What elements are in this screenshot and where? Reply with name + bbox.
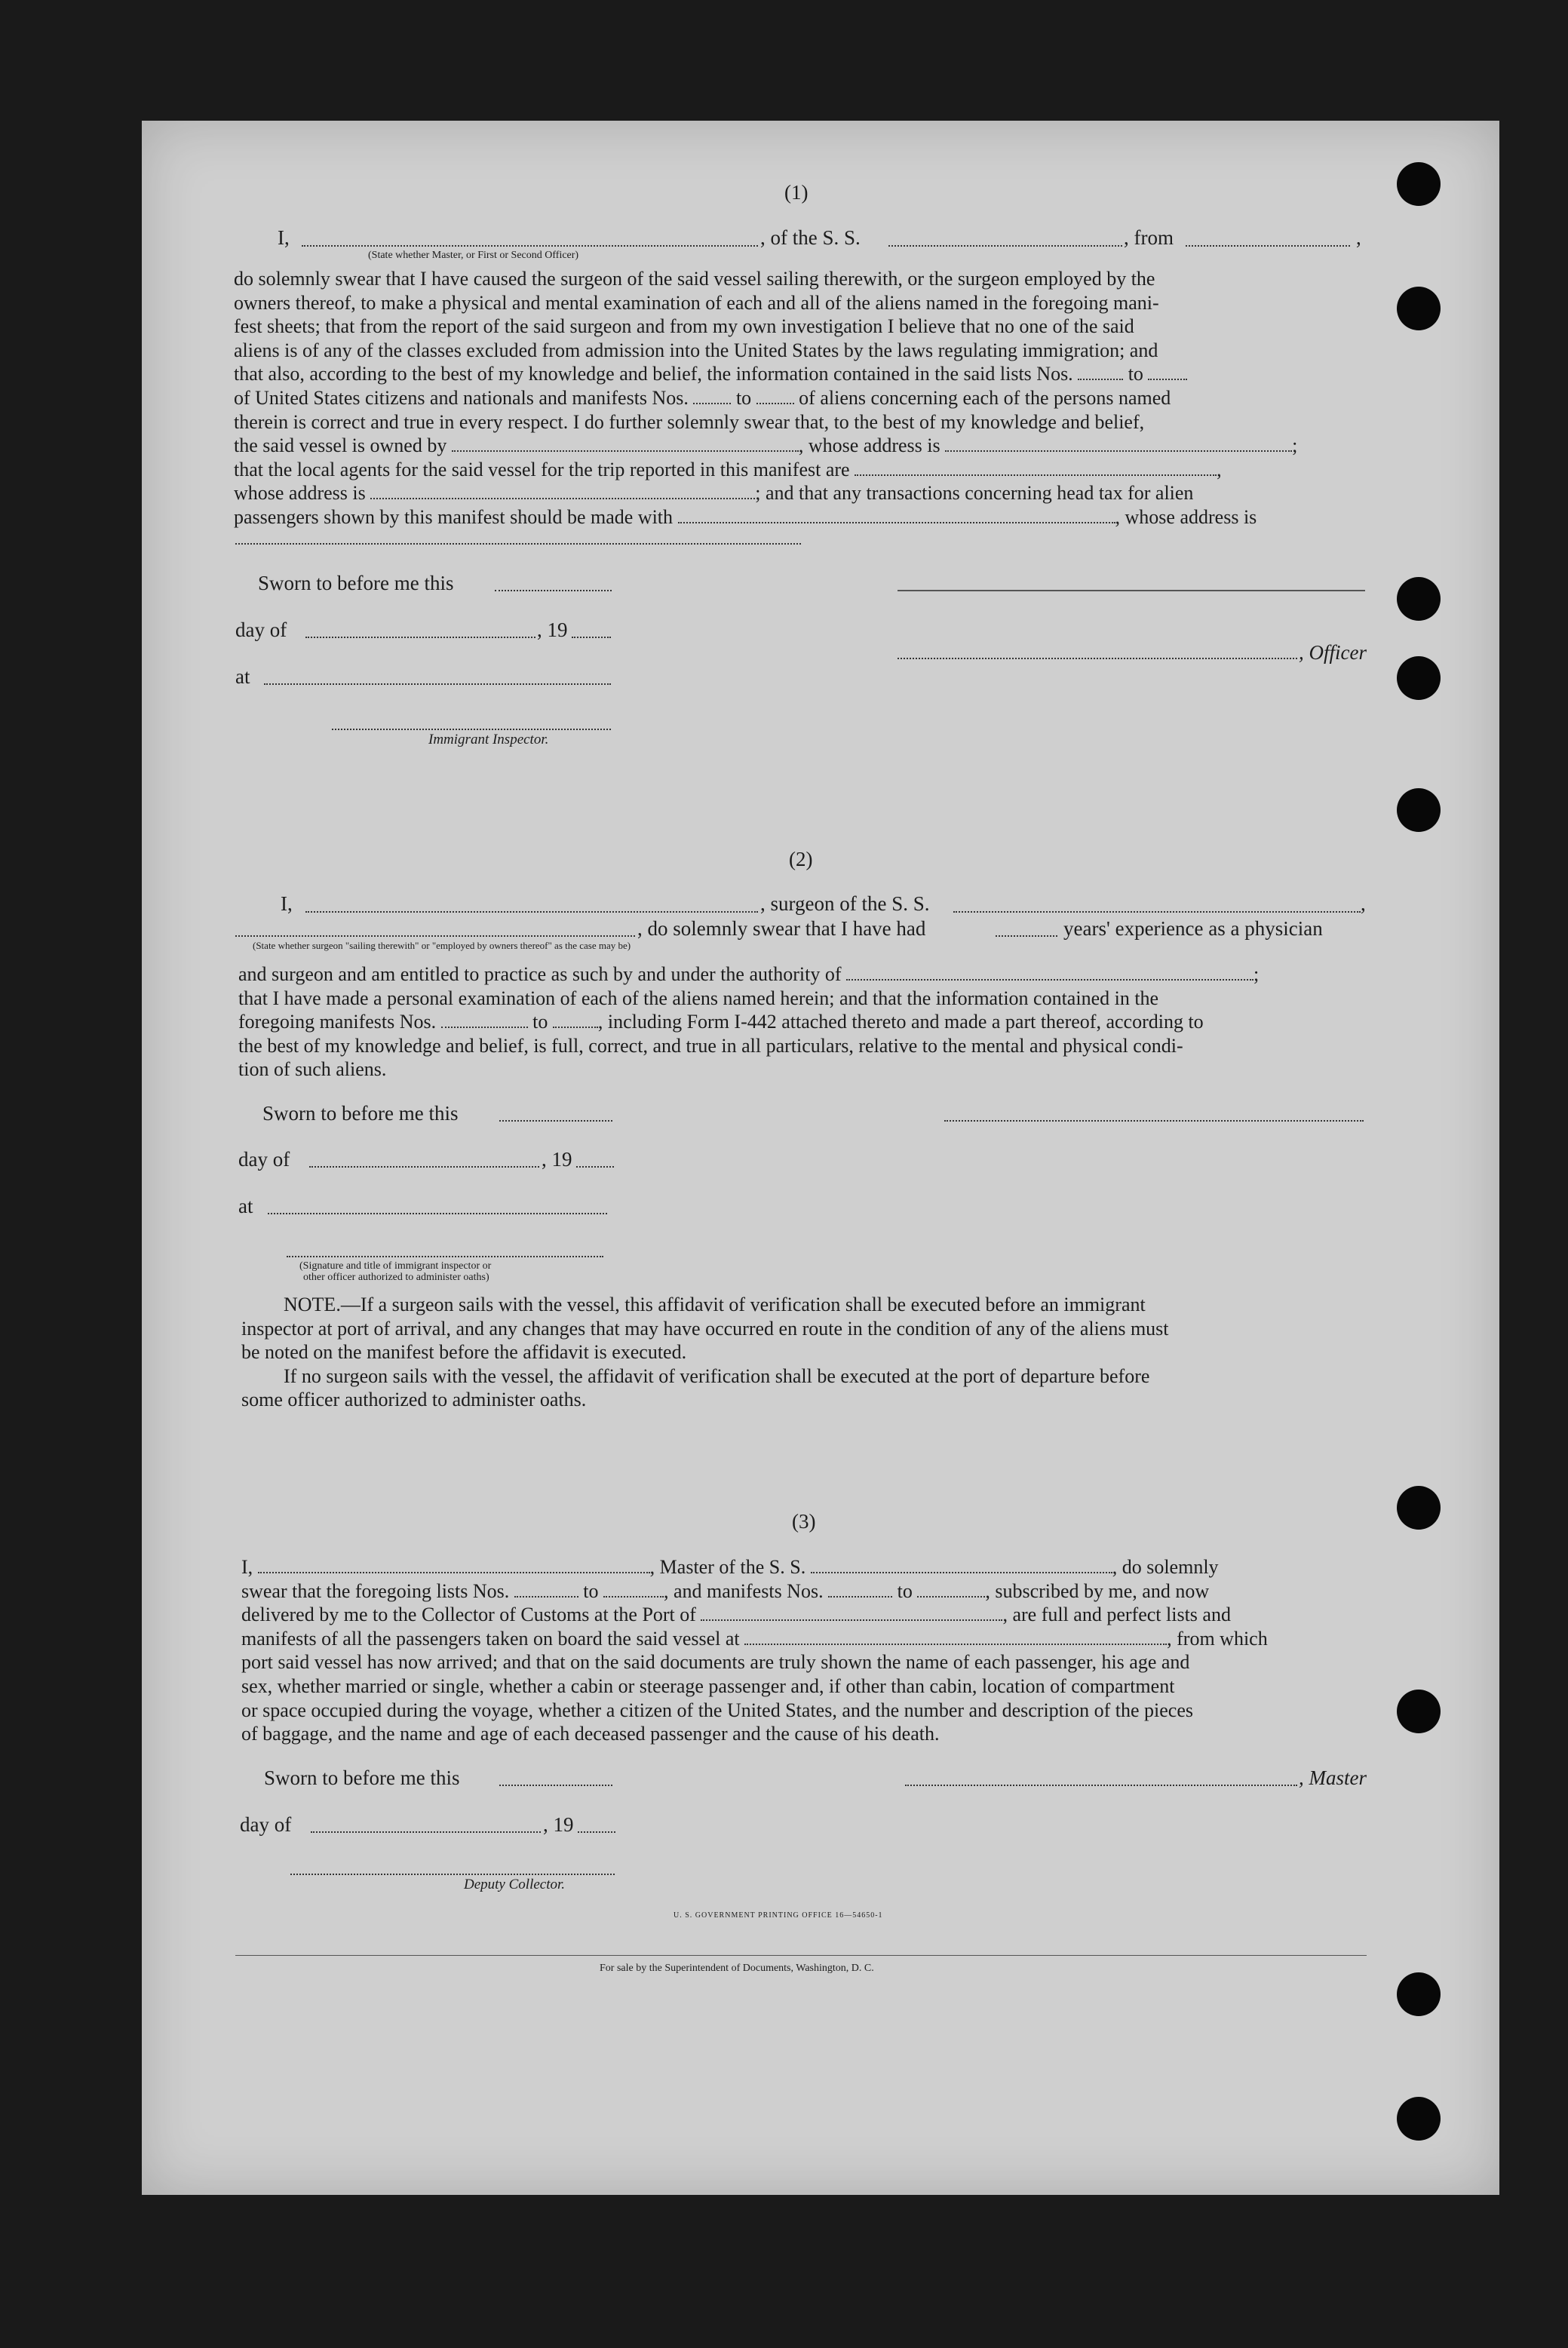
section-3-body — [241, 1555, 1370, 1746]
note-line: If no surgeon sails with the vessel, the affidavit of verification shall be executed at the port of departure before — [284, 1364, 1150, 1387]
section-1-line: the said vessel is owned by , whose address is ; — [234, 434, 1298, 457]
deputy-collector-label: Deputy Collector. — [464, 1877, 566, 1892]
at-label-2: at — [238, 1195, 253, 1217]
day-blank-2[interactable] — [309, 1166, 539, 1168]
day-of-label-3: day of — [240, 1813, 292, 1836]
section-2-caption: (State whether surgeon "sailing therewith" or "employed by owners thereof" as the case may be) — [253, 940, 631, 951]
section-1-line: do solemnly swear that I have caused the surgeon of the said vessel sailing therewith, or the surgeon employed by the — [234, 268, 1155, 290]
section-3-line: swear that the foregoing lists Nos. to , and manifests Nos. to , subscribed by me, and now — [241, 1579, 1210, 1602]
sworn-label-2: Sworn to before me this — [262, 1102, 459, 1125]
for-sale-notice: For sale by the Superintendent of Documents, Washington, D. C. — [600, 1963, 874, 1974]
section-3-line: or space occupied during the voyage, whether a citizen of the United States, and the number and description of the pieces — [241, 1699, 1194, 1721]
note-line: be noted on the manifest before the affidavit is executed. — [241, 1341, 687, 1364]
year-prefix-2: , 19 — [542, 1148, 572, 1171]
signature-caption-1: (Signature and title of immigrant inspector or — [299, 1260, 492, 1272]
section-2-line: that I have made a personal examination of each of the aliens named herein; and that the information contained in the — [238, 987, 1159, 1009]
section-1-line: passengers shown by this manifest should be made with , whose address is — [234, 505, 1257, 528]
section-3-line: delivered by me to the Collector of Customs at the Port of , are full and perfect lists and — [241, 1604, 1231, 1626]
binder-hole — [1397, 287, 1441, 330]
section-1-line: whose address is ; and that any transactions concerning head tax for alien — [234, 482, 1194, 505]
note-block — [241, 1293, 1368, 1412]
section-3-number: (3) — [792, 1510, 816, 1533]
year-prefix-3: , 19 — [543, 1813, 574, 1836]
section-1-line: aliens is of any of the classes excluded from admission into the United States by the laws regulating immigration; and — [234, 339, 1158, 361]
year-blank-3[interactable] — [578, 1831, 615, 1833]
do-solemnly-label: , do solemnly swear that I have had — [637, 917, 926, 940]
note-line: NOTE.—If a surgeon sails with the vessel, this affidavit of verification shall be executed before an immigrant — [284, 1294, 1146, 1315]
section-1-body — [234, 267, 1365, 529]
binder-hole — [1397, 1972, 1441, 2016]
binder-hole — [1397, 577, 1441, 621]
binder-hole — [1397, 1486, 1441, 1530]
sworn-label-3: Sworn to before me this — [264, 1766, 460, 1789]
officer-label: , Officer — [1299, 641, 1367, 664]
binder-hole — [1397, 2097, 1441, 2141]
binder-hole — [1397, 788, 1441, 832]
day-of-label-2: day of — [238, 1148, 290, 1171]
day-blank-1[interactable] — [305, 637, 535, 638]
surgeon-vessel-blank[interactable] — [953, 911, 1361, 913]
from-label: , from — [1124, 226, 1174, 249]
section-3-line: manifests of all the passengers taken on board the said vessel at , from which — [241, 1627, 1268, 1650]
sworn-date-blank-3[interactable] — [499, 1785, 612, 1786]
printing-office-imprint: U. S. GOVERNMENT PRINTING OFFICE 16—54650-1 — [674, 1911, 883, 1920]
years-experience-label: years' experience as a physician — [1063, 917, 1323, 940]
section-2-end: , — [1361, 892, 1366, 915]
section-2-number: (2) — [789, 848, 813, 870]
section-2-i: I, — [281, 892, 293, 915]
year-prefix-1: , 19 — [537, 618, 568, 641]
officer-signature-line-top[interactable] — [898, 590, 1365, 591]
section-1-caption: (State whether Master, or First or Second Officer) — [368, 250, 579, 261]
officer-title-blank[interactable] — [302, 245, 758, 247]
footer-rule — [235, 1955, 1367, 1956]
section-1-line: therein is correct and true in every respect. I do further solemnly swear that, to the best of my knowledge and belief, — [234, 410, 1145, 433]
note-line: some officer authorized to administer oaths. — [241, 1389, 587, 1411]
section-3-line: sex, whether married or single, whether a cabin or steerage passenger and, if other than cabin, location of compartment — [241, 1674, 1175, 1697]
years-blank[interactable] — [996, 935, 1057, 937]
section-2-right-line[interactable] — [944, 1120, 1364, 1122]
officer-signature-blank[interactable] — [898, 658, 1297, 659]
from-port-blank[interactable] — [1186, 245, 1350, 247]
year-blank-2[interactable] — [576, 1166, 614, 1168]
binder-hole — [1397, 656, 1441, 700]
vessel-name-blank[interactable] — [888, 245, 1122, 247]
year-blank-1[interactable] — [572, 637, 611, 638]
section-2-body — [238, 962, 1367, 1082]
at-label-1: at — [235, 665, 250, 688]
sworn-label-1: Sworn to before me this — [258, 572, 454, 594]
of-the-ss-label: , of the S. S. — [760, 226, 861, 249]
section-1-line: that also, according to the best of my knowledge and belief, the information contained in the said lists Nos. to — [234, 362, 1365, 386]
section-3-line: of baggage, and the name and age of each deceased passenger and the cause of his death. — [241, 1723, 940, 1745]
surgeon-status-blank[interactable] — [235, 935, 635, 937]
collector-signature-blank[interactable] — [290, 1874, 615, 1875]
inspector-signature-blank[interactable] — [332, 729, 611, 730]
master-signature-blank[interactable] — [905, 1785, 1297, 1786]
section-3-line: I, , Master of the S. S. , do solemnly — [241, 1556, 1219, 1578]
section-3-line: port said vessel has now arrived; and that on the said documents are truly shown the name of each passenger, his age and — [241, 1651, 1190, 1674]
section-1-line: fest sheets; that from the report of the said surgeon and from my own investigation I believe that no one of the said — [234, 315, 1134, 338]
binder-hole — [1397, 162, 1441, 206]
surgeon-of-label: , surgeon of the S. S. — [760, 892, 930, 915]
day-of-label-1: day of — [235, 618, 287, 641]
place-blank-1[interactable] — [264, 683, 611, 685]
immigrant-inspector-label: Immigrant Inspector. — [428, 732, 549, 747]
binder-hole — [1397, 1690, 1441, 1733]
section-1-i: I, — [278, 226, 290, 249]
section-1-line: owners thereof, to make a physical and mental examination of each and all of the aliens named in the foregoing mani- — [234, 291, 1159, 314]
section-1-line: of United States citizens and nationals and manifests Nos. to of aliens concerning each of the persons named — [234, 386, 1171, 409]
section-2-line: the best of my knowledge and belief, is full, correct, and true in all particulars, relative to the mental and physical condi- — [238, 1034, 1183, 1057]
section-2-line: foregoing manifests Nos. to , including Form I-442 attached thereto and made a part thereof, according to — [238, 1011, 1204, 1033]
section-1-number: (1) — [784, 181, 809, 204]
sworn-date-blank-1[interactable] — [495, 590, 612, 591]
opening-end: , — [1356, 226, 1361, 249]
sworn-date-blank-2[interactable] — [499, 1120, 612, 1122]
official-signature-blank[interactable] — [287, 1256, 603, 1257]
note-line: inspector at port of arrival, and any changes that may have occurred en route in the condition of any of the aliens must — [241, 1317, 1169, 1340]
surgeon-name-blank[interactable] — [305, 911, 758, 913]
address-continuation-blank[interactable] — [235, 543, 801, 545]
signature-caption-2: other officer authorized to administer oaths) — [303, 1272, 489, 1283]
master-label: , Master — [1299, 1766, 1367, 1789]
place-blank-2[interactable] — [268, 1213, 607, 1214]
section-1-line: that the local agents for the said vessel for the trip reported in this manifest are , — [234, 458, 1222, 480]
section-2-line: and surgeon and am entitled to practice as such by and under the authority of ; — [238, 963, 1260, 985]
day-blank-3[interactable] — [311, 1831, 541, 1833]
section-2-line: tion of such aliens. — [238, 1058, 387, 1081]
